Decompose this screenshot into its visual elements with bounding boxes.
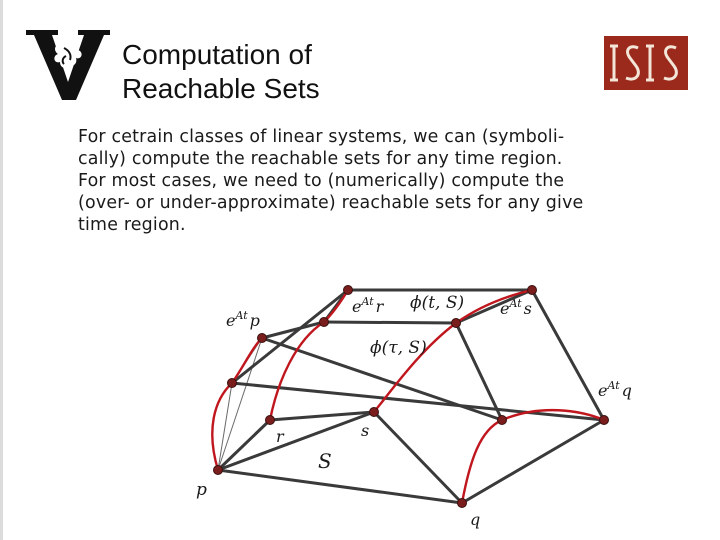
- vertex-r-mid: [320, 318, 329, 327]
- vertex-q-mid: [498, 416, 507, 425]
- label-e: e: [500, 299, 510, 318]
- label-r-small: r: [375, 297, 384, 316]
- label-s: s: [361, 421, 370, 440]
- edge: [374, 412, 462, 503]
- edge: [218, 420, 270, 470]
- label-q-small: q: [621, 381, 632, 400]
- edge: [324, 322, 456, 323]
- label-s-small: s: [523, 299, 532, 318]
- body-line: cally) compute the reachable sets for any time region.: [78, 149, 563, 169]
- edge: [218, 412, 374, 470]
- vertex-p-mid: [228, 379, 237, 388]
- label-e: e: [598, 381, 608, 400]
- body-line: (over- or under-approximate) reachable sets for any give: [78, 193, 584, 213]
- label-S: S: [318, 449, 332, 473]
- edge: [462, 420, 604, 503]
- vertex-eAt-r: [344, 286, 353, 295]
- label-e: e: [226, 311, 236, 330]
- edge: [232, 290, 348, 383]
- vertex-eAt-q: [600, 416, 609, 425]
- vertex-p: [214, 466, 223, 475]
- vertex-q: [458, 499, 467, 508]
- vertex-r: [266, 416, 275, 425]
- vertex-s-mid: [452, 319, 461, 328]
- body-line: For most cases, we need to (numerically) compute the: [78, 171, 565, 191]
- edge: [218, 470, 462, 503]
- label-exponent: At: [509, 297, 522, 310]
- label-q: q: [470, 510, 481, 529]
- label-exponent: At: [235, 309, 248, 322]
- label-exponent: At: [361, 295, 374, 308]
- label-r: r: [276, 427, 284, 446]
- label-eAt-q: [598, 379, 632, 400]
- title-line-1: Computation of: [122, 39, 312, 70]
- vertex-eAt-s: [528, 286, 537, 295]
- edge: [532, 290, 604, 420]
- body-line: time region.: [78, 215, 186, 235]
- label-e: e: [352, 297, 362, 316]
- label-eAt-p: [226, 309, 260, 330]
- label-phi-tau: ϕ(τ, S): [370, 338, 427, 358]
- label-p: p: [196, 480, 207, 500]
- body-line: For cetrain classes of linear systems, we can (symboli-: [78, 127, 565, 147]
- vertex-eAt-p: [258, 334, 267, 343]
- vertex-s: [370, 408, 379, 417]
- label-p-small: p: [249, 311, 260, 330]
- label-phi-t: ϕ(t, S): [410, 293, 465, 313]
- title-line-2: Reachable Sets: [122, 73, 320, 104]
- label-exponent: At: [607, 379, 620, 392]
- label-eAt-r: [352, 295, 385, 316]
- label-eAt-s: [500, 297, 532, 318]
- edge: [232, 383, 604, 420]
